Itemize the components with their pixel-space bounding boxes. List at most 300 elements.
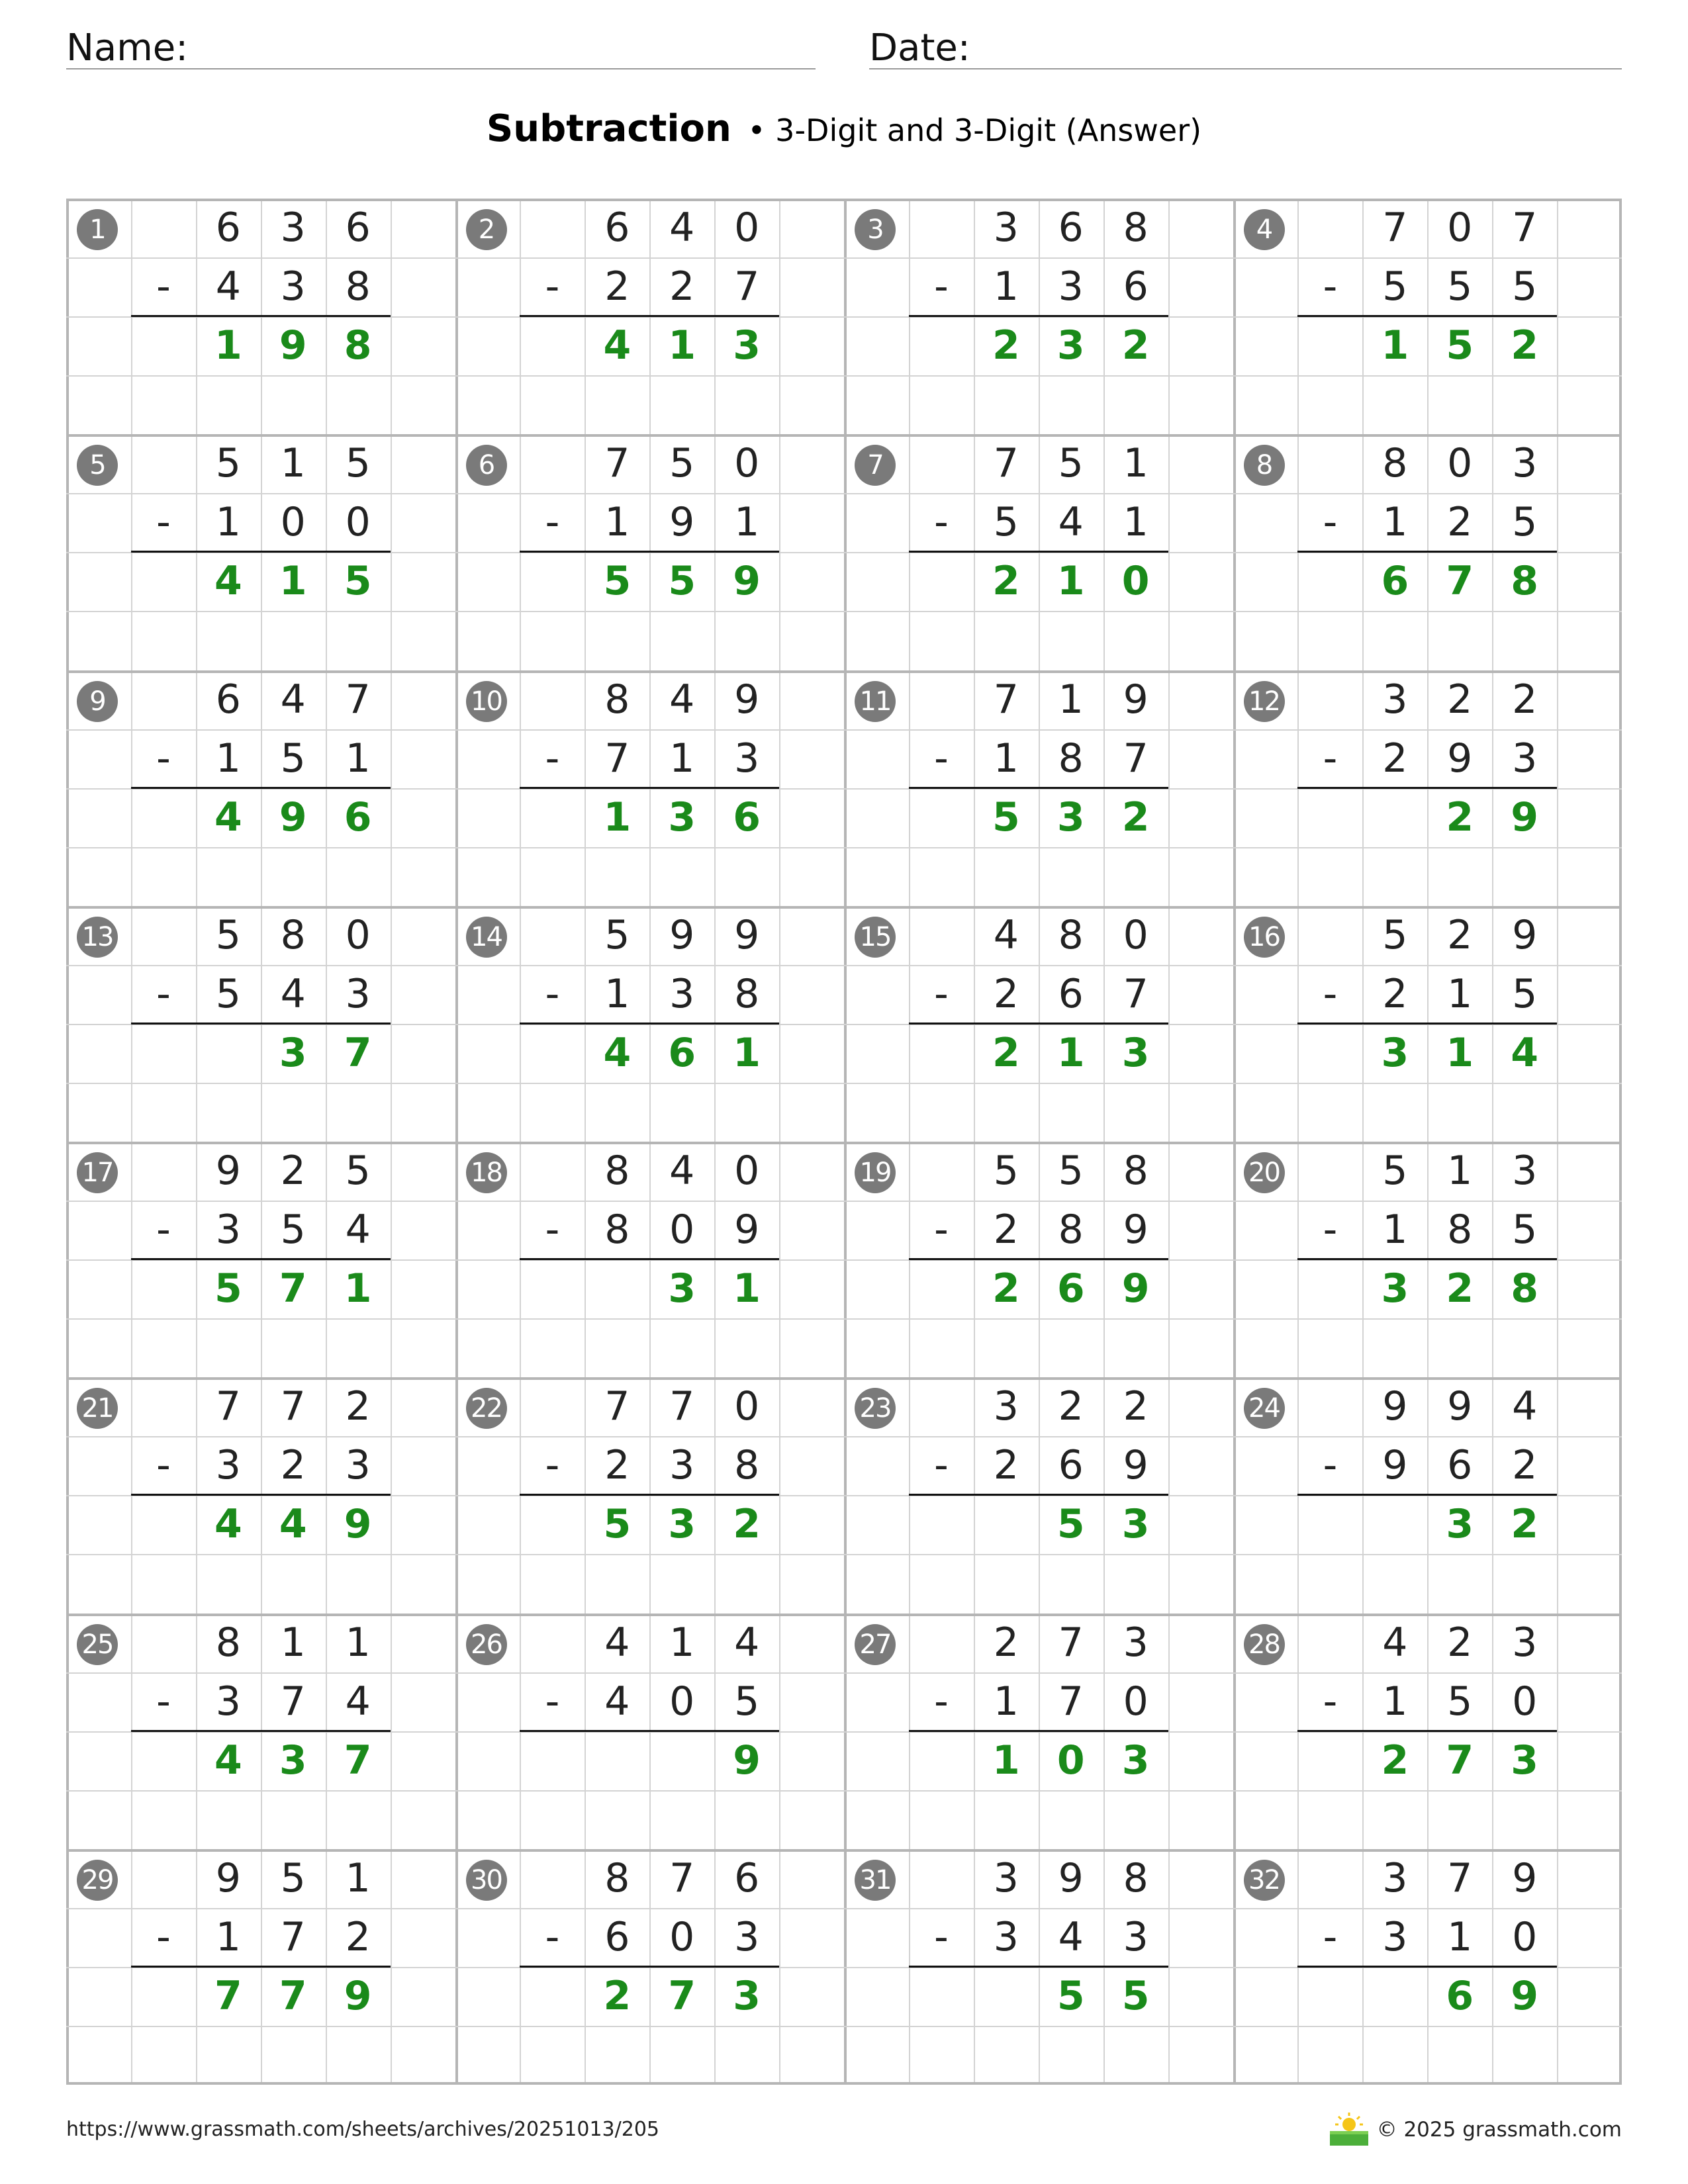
minuend-digit: 8 — [604, 1148, 630, 1194]
minuend-digit: 5 — [1058, 440, 1084, 487]
answer-digit: 3 — [1056, 794, 1085, 841]
problem-32 — [1233, 1849, 1622, 2085]
subtrahend-digit: 3 — [345, 970, 371, 1017]
minuend-digit: 2 — [345, 1383, 371, 1430]
problem-22 — [455, 1377, 845, 1613]
answer-digit: 2 — [1446, 1265, 1474, 1312]
subtrahend-digit: 4 — [215, 263, 241, 310]
minuend-digit: 5 — [280, 1854, 306, 1901]
minuend-digit: 3 — [993, 205, 1019, 251]
subtrahend-digit: 5 — [280, 735, 306, 782]
answer-digit: 8 — [344, 322, 372, 369]
answer-digit: 2 — [992, 322, 1020, 369]
problem-number-badge: 23 — [855, 1388, 896, 1429]
subtrahend-digit: 2 — [993, 970, 1019, 1017]
date-line — [869, 68, 1622, 69]
answer-digit: 1 — [1056, 1029, 1085, 1076]
answer-digit: 2 — [603, 1972, 632, 2019]
answer-digit: 5 — [603, 558, 632, 605]
problem-number-badge: 4 — [1244, 209, 1285, 250]
answer-digit: 3 — [1446, 1501, 1474, 1548]
subtrahend-digit: 7 — [280, 1913, 306, 1960]
subtrahend-digit: 2 — [993, 1442, 1019, 1489]
subtrahend-digit: 2 — [604, 263, 630, 310]
problem-number-badge: 22 — [466, 1388, 507, 1429]
subtrahend-digit: 5 — [1512, 263, 1538, 310]
minuend-digit: 3 — [1512, 1148, 1538, 1194]
minus-sign: - — [1323, 735, 1338, 782]
subtrahend-digit: 9 — [1382, 1442, 1408, 1489]
minuend-digit: 5 — [1058, 1148, 1084, 1194]
minus-sign: - — [156, 1442, 171, 1489]
minuend-digit: 4 — [604, 1619, 630, 1666]
minuend-digit: 6 — [215, 205, 241, 251]
minuend-digit: 7 — [993, 676, 1019, 723]
minuend-digit: 9 — [734, 911, 760, 958]
minuend-digit: 9 — [215, 1148, 241, 1194]
problem-number-badge: 13 — [77, 917, 118, 958]
minuend-digit: 3 — [1512, 440, 1538, 487]
problem-8 — [1233, 434, 1622, 670]
minuend-digit: 8 — [1123, 205, 1149, 251]
subtrahend-digit: 4 — [1058, 1913, 1084, 1960]
minuend-digit: 6 — [734, 1854, 760, 1901]
minus-sign: - — [934, 499, 949, 546]
minus-sign: - — [934, 1442, 949, 1489]
answer-digit: 4 — [214, 1737, 242, 1784]
answer-digit: 9 — [733, 1737, 761, 1784]
minus-sign: - — [934, 970, 949, 1017]
answer-digit: 8 — [1511, 1265, 1539, 1312]
answer-digit: 1 — [733, 1029, 761, 1076]
answer-digit: 7 — [668, 1972, 696, 2019]
problem-1 — [66, 199, 455, 434]
minus-sign: - — [545, 499, 560, 546]
problem-9 — [66, 670, 455, 906]
minuend-digit: 1 — [669, 1619, 695, 1666]
answer-digit: 4 — [603, 1029, 632, 1076]
answer-digit: 0 — [1056, 1737, 1085, 1784]
answer-digit: 6 — [733, 794, 761, 841]
subtrahend-digit: 5 — [215, 970, 241, 1017]
subtrahend-digit: 0 — [1512, 1913, 1538, 1960]
problem-number-badge: 29 — [77, 1860, 118, 1901]
subtrahend-digit: 8 — [604, 1206, 630, 1253]
subtrahend-digit: 8 — [734, 1442, 760, 1489]
answer-digit: 2 — [992, 558, 1020, 605]
answer-digit: 3 — [1511, 1737, 1539, 1784]
problem-number-badge: 10 — [466, 681, 507, 722]
answer-digit: 6 — [668, 1029, 696, 1076]
subtrahend-digit: 2 — [669, 263, 695, 310]
subtrahend-digit: 2 — [1382, 970, 1408, 1017]
subtrahend-digit: 1 — [993, 263, 1019, 310]
problem-11 — [844, 670, 1233, 906]
minuend-digit: 3 — [993, 1383, 1019, 1430]
name-line — [66, 68, 816, 69]
answer-digit: 9 — [1511, 794, 1539, 841]
answer-digit: 3 — [668, 1265, 696, 1312]
subtrahend-digit: 1 — [1382, 1206, 1408, 1253]
minuend-digit: 2 — [1123, 1383, 1149, 1430]
minus-sign: - — [1323, 499, 1338, 546]
subtrahend-digit: 1 — [1447, 1913, 1473, 1960]
minus-sign: - — [1323, 1206, 1338, 1253]
minuend-digit: 0 — [734, 205, 760, 251]
subtrahend-digit: 3 — [1382, 1913, 1408, 1960]
minuend-digit: 7 — [604, 1383, 630, 1430]
title-main: Subtraction — [486, 107, 731, 150]
answer-digit: 3 — [1381, 1265, 1409, 1312]
minuend-digit: 1 — [1058, 676, 1084, 723]
problem-number-badge: 7 — [855, 445, 896, 486]
answer-digit: 4 — [214, 794, 242, 841]
answer-digit: 3 — [733, 322, 761, 369]
problem-31 — [844, 1849, 1233, 2085]
subtrahend-digit: 3 — [1123, 1913, 1149, 1960]
minuend-digit: 5 — [215, 911, 241, 958]
problem-number-badge: 27 — [855, 1624, 896, 1665]
minuend-digit: 2 — [1447, 1619, 1473, 1666]
problem-2 — [455, 199, 845, 434]
minus-sign: - — [545, 263, 560, 310]
problem-16 — [1233, 906, 1622, 1142]
subtrahend-digit: 3 — [734, 1913, 760, 1960]
minus-sign: - — [156, 499, 171, 546]
problem-19 — [844, 1142, 1233, 1377]
answer-digit: 4 — [603, 322, 632, 369]
subtrahend-digit: 5 — [1512, 499, 1538, 546]
subtrahend-digit: 9 — [1447, 735, 1473, 782]
subtrahend-digit: 7 — [1123, 735, 1149, 782]
subtrahend-digit: 3 — [215, 1678, 241, 1725]
minuend-digit: 4 — [669, 676, 695, 723]
problem-27 — [844, 1614, 1233, 1849]
minuend-digit: 9 — [669, 911, 695, 958]
problem-number-badge: 15 — [855, 917, 896, 958]
minus-sign: - — [545, 735, 560, 782]
minus-sign: - — [156, 1913, 171, 1960]
problem-30 — [455, 1849, 845, 2085]
problem-number-badge: 18 — [466, 1152, 507, 1193]
subtrahend-digit: 7 — [1058, 1678, 1084, 1725]
minus-sign: - — [156, 970, 171, 1017]
answer-digit: 1 — [1056, 558, 1085, 605]
minuend-digit: 1 — [345, 1854, 371, 1901]
answer-digit: 3 — [1121, 1737, 1150, 1784]
answer-digit: 7 — [214, 1972, 242, 2019]
answer-digit: 1 — [668, 322, 696, 369]
problem-14 — [455, 906, 845, 1142]
minuend-digit: 6 — [604, 205, 630, 251]
answer-digit: 3 — [279, 1029, 307, 1076]
answer-digit: 8 — [1511, 558, 1539, 605]
date-label: Date: — [869, 26, 970, 69]
minuend-digit: 2 — [280, 1148, 306, 1194]
problem-3 — [844, 199, 1233, 434]
problem-number-badge: 12 — [1244, 681, 1285, 722]
problem-7 — [844, 434, 1233, 670]
subtrahend-digit: 2 — [1512, 1442, 1538, 1489]
subtrahend-digit: 3 — [280, 263, 306, 310]
grass-sun-logo-icon — [1327, 2111, 1371, 2148]
subtrahend-digit: 3 — [993, 1913, 1019, 1960]
subtrahend-digit: 1 — [604, 970, 630, 1017]
problem-28 — [1233, 1614, 1622, 1849]
answer-digit: 5 — [668, 558, 696, 605]
minuend-digit: 4 — [1512, 1383, 1538, 1430]
minuend-digit: 9 — [1382, 1383, 1408, 1430]
minuend-digit: 7 — [993, 440, 1019, 487]
minuend-digit: 5 — [669, 440, 695, 487]
problem-number-badge: 24 — [1244, 1388, 1285, 1429]
answer-digit: 5 — [344, 558, 372, 605]
minuend-digit: 9 — [1512, 1854, 1538, 1901]
minuend-digit: 9 — [1512, 911, 1538, 958]
minuend-digit: 2 — [1512, 676, 1538, 723]
minuend-digit: 7 — [345, 676, 371, 723]
subtrahend-digit: 1 — [215, 499, 241, 546]
subtrahend-digit: 1 — [1382, 1678, 1408, 1725]
minuend-digit: 7 — [669, 1383, 695, 1430]
minuend-digit: 0 — [1123, 911, 1149, 958]
problem-number-badge: 6 — [466, 445, 507, 486]
worksheet-title — [0, 106, 1688, 154]
subtrahend-digit: 7 — [604, 735, 630, 782]
minuend-digit: 7 — [215, 1383, 241, 1430]
answer-digit: 3 — [733, 1972, 761, 2019]
minuend-digit: 0 — [1447, 205, 1473, 251]
subtrahend-digit: 5 — [1382, 263, 1408, 310]
minus-sign: - — [156, 735, 171, 782]
minuend-digit: 4 — [669, 205, 695, 251]
subtrahend-digit: 2 — [993, 1206, 1019, 1253]
minuend-digit: 8 — [1382, 440, 1408, 487]
subtrahend-digit: 3 — [734, 735, 760, 782]
minuend-digit: 9 — [215, 1854, 241, 1901]
subtrahend-digit: 1 — [1382, 499, 1408, 546]
answer-digit: 6 — [1446, 1972, 1474, 2019]
minus-sign: - — [545, 1206, 560, 1253]
minuend-digit: 3 — [993, 1854, 1019, 1901]
minuend-digit: 4 — [734, 1619, 760, 1666]
minuend-digit: 4 — [1382, 1619, 1408, 1666]
answer-digit: 9 — [344, 1972, 372, 2019]
answer-digit: 2 — [1381, 1737, 1409, 1784]
problem-number-badge: 1 — [77, 209, 118, 250]
answer-digit: 1 — [1446, 1029, 1474, 1076]
answer-digit: 2 — [1121, 794, 1150, 841]
subtrahend-digit: 0 — [280, 499, 306, 546]
answer-digit: 6 — [344, 794, 372, 841]
problem-21 — [66, 1377, 455, 1613]
minuend-digit: 7 — [1382, 205, 1408, 251]
minuend-digit: 4 — [669, 1148, 695, 1194]
subtrahend-digit: 4 — [1058, 499, 1084, 546]
minuend-digit: 0 — [734, 1148, 760, 1194]
answer-digit: 3 — [1121, 1501, 1150, 1548]
minuend-digit: 5 — [993, 1148, 1019, 1194]
problem-6 — [455, 434, 845, 670]
minuend-digit: 1 — [1447, 1148, 1473, 1194]
answer-digit: 9 — [344, 1501, 372, 1548]
subtrahend-digit: 5 — [734, 1678, 760, 1725]
subtrahend-digit: 1 — [1123, 499, 1149, 546]
minuend-digit: 7 — [1058, 1619, 1084, 1666]
problem-grid — [66, 199, 1622, 2085]
subtrahend-digit: 1 — [215, 1913, 241, 1960]
minus-sign: - — [934, 1913, 949, 1960]
answer-digit: 2 — [992, 1029, 1020, 1076]
subtrahend-digit: 9 — [1123, 1442, 1149, 1489]
problem-number-badge: 19 — [855, 1152, 896, 1193]
title-subtitle: • 3-Digit and 3-Digit (Answer) — [747, 113, 1202, 148]
subtrahend-digit: 5 — [993, 499, 1019, 546]
answer-digit: 0 — [1121, 558, 1150, 605]
problem-26 — [455, 1614, 845, 1849]
problem-number-badge: 14 — [466, 917, 507, 958]
minuend-digit: 8 — [215, 1619, 241, 1666]
problem-24 — [1233, 1377, 1622, 1613]
subtrahend-digit: 6 — [1447, 1442, 1473, 1489]
minuend-digit: 5 — [345, 440, 371, 487]
answer-digit: 6 — [1056, 1265, 1085, 1312]
problem-number-badge: 11 — [855, 681, 896, 722]
subtrahend-digit: 8 — [1447, 1206, 1473, 1253]
subtrahend-digit: 2 — [345, 1913, 371, 1960]
answer-digit: 5 — [1121, 1972, 1150, 2019]
minuend-digit: 1 — [280, 1619, 306, 1666]
subtrahend-digit: 0 — [1512, 1678, 1538, 1725]
minuend-digit: 1 — [1123, 440, 1149, 487]
answer-digit: 7 — [344, 1029, 372, 1076]
subtrahend-digit: 9 — [734, 1206, 760, 1253]
minuend-digit: 8 — [1058, 911, 1084, 958]
subtrahend-digit: 3 — [345, 1442, 371, 1489]
name-label: Name: — [66, 26, 189, 69]
problem-10 — [455, 670, 845, 906]
answer-digit: 4 — [1511, 1029, 1539, 1076]
minuend-digit: 7 — [604, 440, 630, 487]
minuend-digit: 3 — [1382, 1854, 1408, 1901]
minuend-digit: 0 — [1447, 440, 1473, 487]
answer-digit: 7 — [279, 1265, 307, 1312]
answer-digit: 2 — [1446, 794, 1474, 841]
answer-digit: 7 — [279, 1972, 307, 2019]
subtrahend-digit: 1 — [993, 735, 1019, 782]
problem-number-badge: 28 — [1244, 1624, 1285, 1665]
minuend-digit: 4 — [280, 676, 306, 723]
subtrahend-digit: 3 — [669, 970, 695, 1017]
subtrahend-digit: 3 — [1058, 263, 1084, 310]
answer-digit: 3 — [668, 1501, 696, 1548]
problem-number-badge: 5 — [77, 445, 118, 486]
problem-number-badge: 26 — [466, 1624, 507, 1665]
problem-number-badge: 2 — [466, 209, 507, 250]
answer-digit: 1 — [214, 322, 242, 369]
subtrahend-digit: 2 — [604, 1442, 630, 1489]
minus-sign: - — [934, 735, 949, 782]
subtrahend-digit: 5 — [1512, 1206, 1538, 1253]
answer-digit: 7 — [1446, 1737, 1474, 1784]
answer-digit: 5 — [992, 794, 1020, 841]
answer-digit: 2 — [1121, 322, 1150, 369]
minuend-digit: 2 — [1447, 676, 1473, 723]
minuend-digit: 8 — [604, 1854, 630, 1901]
answer-digit: 4 — [214, 558, 242, 605]
minuend-digit: 0 — [345, 911, 371, 958]
subtrahend-digit: 7 — [280, 1678, 306, 1725]
subtrahend-digit: 1 — [734, 499, 760, 546]
minus-sign: - — [934, 263, 949, 310]
problem-number-badge: 21 — [77, 1388, 118, 1429]
answer-digit: 1 — [279, 558, 307, 605]
subtrahend-digit: 0 — [345, 499, 371, 546]
answer-digit: 5 — [1446, 322, 1474, 369]
minuend-digit: 0 — [734, 1383, 760, 1430]
subtrahend-digit: 9 — [1123, 1206, 1149, 1253]
answer-digit: 4 — [214, 1501, 242, 1548]
subtrahend-digit: 9 — [669, 499, 695, 546]
answer-digit: 3 — [668, 794, 696, 841]
problem-number-badge: 17 — [77, 1152, 118, 1193]
problem-20 — [1233, 1142, 1622, 1377]
minus-sign: - — [1323, 263, 1338, 310]
minuend-digit: 2 — [993, 1619, 1019, 1666]
problem-4 — [1233, 199, 1622, 434]
subtrahend-digit: 2 — [1382, 735, 1408, 782]
subtrahend-digit: 8 — [345, 263, 371, 310]
problem-18 — [455, 1142, 845, 1377]
minuend-digit: 8 — [280, 911, 306, 958]
subtrahend-digit: 8 — [1058, 1206, 1084, 1253]
minuend-digit: 5 — [604, 911, 630, 958]
subtrahend-digit: 1 — [1447, 970, 1473, 1017]
subtrahend-digit: 3 — [669, 1442, 695, 1489]
minuend-digit: 3 — [1123, 1619, 1149, 1666]
minuend-digit: 9 — [1123, 676, 1149, 723]
subtrahend-digit: 4 — [604, 1678, 630, 1725]
minuend-digit: 3 — [280, 205, 306, 251]
minuend-digit: 9 — [1058, 1854, 1084, 1901]
subtrahend-digit: 4 — [280, 970, 306, 1017]
answer-digit: 3 — [279, 1737, 307, 1784]
minuend-digit: 3 — [1512, 1619, 1538, 1666]
minus-sign: - — [545, 970, 560, 1017]
answer-digit: 1 — [603, 794, 632, 841]
subtrahend-digit: 5 — [1447, 263, 1473, 310]
minus-sign: - — [1323, 1913, 1338, 1960]
minuend-digit: 3 — [1382, 676, 1408, 723]
minus-sign: - — [156, 1678, 171, 1725]
answer-digit: 5 — [1056, 1972, 1085, 2019]
answer-digit: 9 — [279, 794, 307, 841]
minuend-digit: 6 — [345, 205, 371, 251]
minuend-digit: 6 — [215, 676, 241, 723]
subtrahend-digit: 5 — [280, 1206, 306, 1253]
minuend-digit: 2 — [1058, 1383, 1084, 1430]
answer-digit: 5 — [214, 1265, 242, 1312]
subtrahend-digit: 2 — [280, 1442, 306, 1489]
answer-digit: 2 — [1511, 1501, 1539, 1548]
minuend-digit: 4 — [993, 911, 1019, 958]
problem-number-badge: 31 — [855, 1860, 896, 1901]
minuend-digit: 8 — [1123, 1854, 1149, 1901]
subtrahend-digit: 3 — [215, 1442, 241, 1489]
footer-url: https://www.grassmath.com/sheets/archives/20251013/205 — [66, 2118, 660, 2141]
answer-digit: 1 — [344, 1265, 372, 1312]
answer-digit: 1 — [992, 1737, 1020, 1784]
